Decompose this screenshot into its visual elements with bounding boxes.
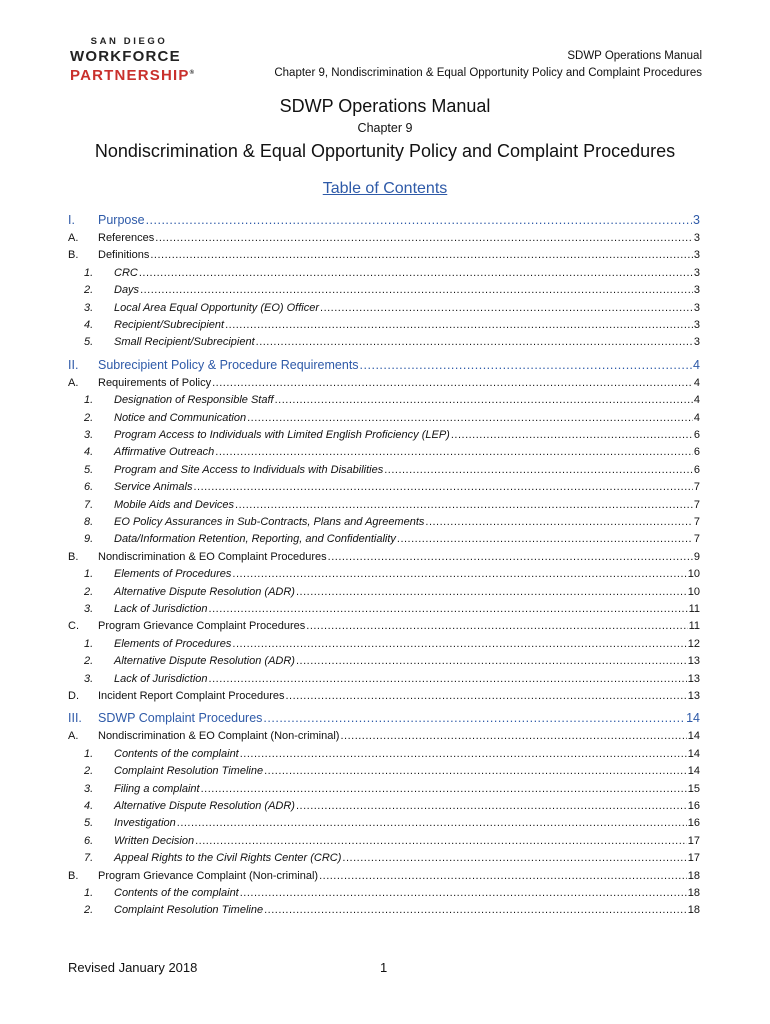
toc-entry-title: SDWP Complaint Procedures <box>98 711 263 726</box>
toc-entry-number: 2. <box>84 765 94 778</box>
toc-entry-number: B. <box>68 550 79 563</box>
toc-entry-page: 17 <box>687 852 700 865</box>
toc-entry-title: Subrecipient Policy & Procedure Requirements <box>98 357 359 372</box>
toc-entry-page: 14 <box>687 765 700 778</box>
dot-leader <box>140 282 693 298</box>
toc-entry-number: 1. <box>84 266 94 279</box>
toc-entry-page: 7 <box>693 498 700 511</box>
toc-entry-title: Complaint Resolution Timeline <box>114 765 264 778</box>
toc-subentry[interactable] <box>68 410 700 426</box>
toc-entry[interactable] <box>68 230 700 246</box>
toc-subentry[interactable] <box>68 427 700 443</box>
toc-entry-page: 3 <box>693 284 700 297</box>
toc-section-entry[interactable] <box>68 356 700 374</box>
toc-subentry[interactable] <box>68 584 700 600</box>
toc-entry-number: 4. <box>84 800 94 812</box>
dot-leader <box>232 566 686 582</box>
logo-line-1: SAN DIEGO <box>90 36 168 47</box>
toc-entry-page: 18 <box>687 887 700 899</box>
toc-entry-number: 2. <box>84 585 94 598</box>
dot-leader <box>177 815 687 831</box>
dot-leader <box>397 531 693 547</box>
toc-entry-number: III. <box>68 711 82 726</box>
toc-entry-page: 4 <box>693 411 700 424</box>
registered-mark: ® <box>189 70 196 76</box>
toc-entry-page: 7 <box>693 533 700 546</box>
toc-entry-title: Small Recipient/Subrecipient <box>114 336 255 349</box>
toc-entry[interactable] <box>68 549 700 565</box>
toc-entry-page: 4 <box>693 376 700 389</box>
toc-entry-title: Complaint Resolution Timeline <box>114 904 264 917</box>
toc-entry-number: 2. <box>84 411 94 424</box>
toc-entry-title: Days <box>114 284 140 297</box>
header-manual-title: SDWP Operations Manual <box>567 50 702 62</box>
dot-leader <box>264 763 687 779</box>
toc-subentry[interactable] <box>68 392 700 408</box>
toc-entry-title: Investigation <box>114 817 176 830</box>
toc-entry-title: Contents of the complaint <box>114 887 239 899</box>
toc-entry-title: Elements of Procedures <box>114 568 232 581</box>
toc-entry-number: 3. <box>84 301 94 314</box>
dot-leader <box>342 850 686 866</box>
toc-entry-number: 3. <box>84 782 94 795</box>
toc-subentry[interactable] <box>68 317 700 333</box>
toc-subentry[interactable] <box>68 444 700 460</box>
toc-entry-page: 3 <box>693 266 700 279</box>
dot-leader <box>360 356 693 374</box>
toc-subentry[interactable] <box>68 514 700 530</box>
toc-subentry[interactable] <box>68 462 700 478</box>
toc-entry[interactable] <box>68 868 700 884</box>
toc-entry-number: 1. <box>84 637 94 650</box>
toc-entry-title: Alternative Dispute Resolution (ADR) <box>114 655 295 668</box>
toc-entry-page: 14 <box>687 747 700 760</box>
toc-entry-title: Nondiscrimination & EO Complaint (Non-criminal) <box>98 730 340 743</box>
dot-leader <box>139 265 693 281</box>
toc-entry-page: 3 <box>693 232 700 244</box>
dot-leader <box>320 300 693 316</box>
dot-leader <box>193 479 692 495</box>
toc-entry-title: Requirements of Policy <box>98 376 212 389</box>
toc-entry-page: 6 <box>693 429 700 441</box>
dot-leader <box>264 902 687 918</box>
toc-entry-number: 4. <box>84 446 94 459</box>
toc-entry-title: Alternative Dispute Resolution (ADR) <box>114 585 295 598</box>
toc-entry-page: 13 <box>687 672 700 685</box>
dot-leader <box>247 410 693 426</box>
toc-entry-title: Program Grievance Complaint Procedures <box>98 620 306 633</box>
toc-entry[interactable] <box>68 688 700 704</box>
toc-subentry[interactable] <box>68 798 700 814</box>
dot-leader <box>232 636 686 652</box>
toc-entry-page: 7 <box>693 516 700 528</box>
toc-section-entry[interactable] <box>68 709 700 727</box>
toc-entry-number: 1. <box>84 887 94 899</box>
dot-leader <box>235 497 693 513</box>
toc-entry-page: 15 <box>687 782 700 795</box>
logo-line-2: WORKFORCE <box>70 48 181 65</box>
toc-entry-number: B. <box>68 249 79 262</box>
toc-entry-number: D. <box>68 690 79 702</box>
toc-entry-title: Program Grievance Complaint (Non-criminal) <box>98 869 319 882</box>
dot-leader <box>146 211 692 229</box>
dot-leader <box>328 549 693 565</box>
toc-entry[interactable] <box>68 247 700 263</box>
toc-entry-page: 9 <box>693 550 700 563</box>
dot-leader <box>240 746 687 762</box>
toc-subentry[interactable] <box>68 763 700 779</box>
dot-leader <box>155 230 693 246</box>
toc-subentry[interactable] <box>68 497 700 513</box>
toc-entry-number: 6. <box>84 834 94 847</box>
toc-entry[interactable] <box>68 728 700 744</box>
dot-leader <box>340 728 686 744</box>
toc-entry-number: 2. <box>84 284 94 297</box>
dot-leader <box>212 375 693 391</box>
dot-leader <box>384 462 693 478</box>
toc-entry-page: 3 <box>693 301 700 314</box>
dot-leader <box>195 833 687 849</box>
toc-entry-page: 6 <box>693 446 700 459</box>
dot-leader <box>275 392 693 408</box>
dot-leader <box>451 427 693 443</box>
toc-subentry[interactable] <box>68 781 700 797</box>
toc-entry-number: 5. <box>84 817 94 830</box>
logo-line-3-text: PARTNERSHIP <box>70 67 190 84</box>
toc-entry-title: Mobile Aids and Devices <box>114 498 235 511</box>
toc-entry-title: Lack of Jurisdiction <box>114 672 208 685</box>
running-header <box>274 48 702 82</box>
toc-entry-number: A. <box>68 730 79 743</box>
toc-entry-title: EO Policy Assurances in Sub-Contracts, Plans and Agreements <box>114 516 425 528</box>
toc-entry-number: 1. <box>84 568 94 581</box>
toc-entry-title: Data/Information Retention, Reporting, and Confidentiality <box>114 533 396 546</box>
toc-entry-page: 13 <box>687 655 700 668</box>
toc-entry-number: I. <box>68 213 75 227</box>
toc-entry-number: 7. <box>84 498 94 511</box>
toc-entry-title: Affirmative Outreach <box>114 446 215 459</box>
page-number: 1 <box>380 960 388 975</box>
toc-entry-number: 5. <box>84 463 94 476</box>
toc-entry-title: Written Decision <box>114 834 195 847</box>
toc-entry-page: 3 <box>693 213 700 227</box>
toc-subentry[interactable] <box>68 850 700 866</box>
toc-entry-page: 10 <box>687 568 700 581</box>
toc-entry-title: Contents of the complaint <box>114 747 239 760</box>
toc-entry-page: 4 <box>693 394 700 407</box>
toc-entry-title: Notice and Communication <box>114 411 247 424</box>
toc-subentry[interactable] <box>68 636 700 652</box>
revision-date: Revised January 2018 <box>68 960 198 975</box>
toc-entry-title: Designation of Responsible Staff <box>114 394 274 407</box>
toc-subentry[interactable] <box>68 479 700 495</box>
toc-entry-page: 16 <box>687 817 700 830</box>
toc-entry-number: 3. <box>84 672 94 685</box>
toc-entry-number: 4. <box>84 319 94 331</box>
dot-leader <box>150 247 693 263</box>
toc-entry-page: 6 <box>693 463 700 476</box>
toc-entry-title: Alternative Dispute Resolution (ADR) <box>114 800 295 812</box>
toc-subentry[interactable] <box>68 566 700 582</box>
toc-entry-title: Nondiscrimination & EO Complaint Procedures <box>98 550 327 563</box>
logo-line-3 <box>70 65 220 84</box>
dot-leader <box>256 334 693 350</box>
document-title: SDWP Operations Manual <box>279 96 491 116</box>
dot-leader <box>263 709 685 727</box>
toc-entry-title: Lack of Jurisdiction <box>114 603 208 615</box>
toc-entry-page: 13 <box>687 690 700 702</box>
toc-entry-title: Definitions <box>98 249 150 262</box>
toc-entry[interactable] <box>68 375 700 391</box>
header-chapter-title: Chapter 9, Nondiscrimination & Equal Opportunity Policy and Complaint Procedures <box>274 67 702 79</box>
toc-subentry[interactable] <box>68 746 700 762</box>
chapter-label: Chapter 9 <box>357 121 413 135</box>
dot-leader <box>209 601 688 617</box>
dot-leader <box>201 781 687 797</box>
toc-entry-title: Local Area Equal Opportunity (EO) Officer <box>114 301 320 314</box>
toc-subentry[interactable] <box>68 885 700 901</box>
organization-logo <box>70 36 220 84</box>
toc-subentry[interactable] <box>68 671 700 687</box>
toc-entry-title: Appeal Rights to the Civil Rights Center (CRC) <box>114 852 342 865</box>
toc-entry-title: Incident Report Complaint Procedures <box>98 690 285 702</box>
toc-entry-page: 3 <box>693 336 700 349</box>
toc-entry-number: 9. <box>84 533 94 546</box>
toc-entry-page: 16 <box>687 800 700 812</box>
toc-entry-number: A. <box>68 232 79 244</box>
toc-entry-page: 11 <box>688 620 700 633</box>
toc-subentry[interactable] <box>68 300 700 316</box>
toc-entry-title: Recipient/Subrecipient <box>114 319 225 331</box>
toc-entry-title: Purpose <box>98 213 145 227</box>
toc-subentry[interactable] <box>68 531 700 547</box>
chapter-title: Nondiscrimination & Equal Opportunity Policy and Complaint Procedures <box>94 141 676 161</box>
toc-subentry[interactable] <box>68 833 700 849</box>
toc-entry-page: 12 <box>687 637 700 650</box>
toc-entry-number: 5. <box>84 336 94 349</box>
toc-entry-number: 1. <box>84 747 94 760</box>
dot-leader <box>225 317 693 333</box>
dot-leader <box>425 514 692 530</box>
dot-leader <box>296 798 687 814</box>
dot-leader <box>209 671 687 687</box>
toc-entry-page: 18 <box>687 904 700 917</box>
toc-entry-page: 14 <box>686 711 700 726</box>
toc-entry-number: 2. <box>84 655 94 668</box>
toc-entry-title: Elements of Procedures <box>114 637 232 650</box>
toc-entry-number: II. <box>68 357 79 372</box>
toc-entry-number: 7. <box>84 852 94 865</box>
toc-entry-number: 8. <box>84 516 94 528</box>
dot-leader <box>319 868 687 884</box>
toc-entry-number: 3. <box>84 603 94 615</box>
toc-entry-number: A. <box>68 376 79 389</box>
dot-leader <box>306 618 687 634</box>
toc-entry-number: 2. <box>84 904 94 917</box>
toc-entry-page: 7 <box>693 481 700 494</box>
toc-entry-title: Program Access to Individuals with Limited English Proficiency (LEP) <box>114 429 450 441</box>
toc-entry[interactable] <box>68 618 700 634</box>
toc-entry-page: 3 <box>693 249 700 262</box>
toc-entry-page: 3 <box>693 319 700 331</box>
toc-section-entry[interactable] <box>68 211 700 229</box>
toc-entry-page: 4 <box>693 357 700 372</box>
toc-subentry[interactable] <box>68 902 700 918</box>
dot-leader <box>285 688 686 704</box>
toc-entry-number: 1. <box>84 394 94 407</box>
toc-subentry[interactable] <box>68 265 700 281</box>
toc-subentry[interactable] <box>68 815 700 831</box>
toc-subentry[interactable] <box>68 653 700 669</box>
toc-entry-title: CRC <box>114 266 138 279</box>
toc-entry-number: 6. <box>84 481 94 494</box>
toc-entry-number: C. <box>68 620 79 633</box>
toc-entry-title: Filing a complaint <box>114 782 200 795</box>
toc-entry-title: Program and Site Access to Individuals with Disabilities <box>114 463 384 476</box>
toc-entry-page: 14 <box>687 730 700 743</box>
toc-entry-page: 10 <box>687 585 700 598</box>
toc-entry-page: 11 <box>688 603 700 615</box>
toc-entry-page: 17 <box>687 834 700 847</box>
toc-entry-title: References <box>98 232 155 244</box>
toc-subentry[interactable] <box>68 282 700 298</box>
dot-leader <box>296 584 687 600</box>
dot-leader <box>296 653 687 669</box>
toc-entry-number: B. <box>68 869 79 882</box>
toc-entry-title: Service Animals <box>114 481 193 494</box>
toc-entry-page: 18 <box>687 869 700 882</box>
toc-heading[interactable]: Table of Contents <box>322 180 448 197</box>
toc-entry-number: 3. <box>84 429 94 441</box>
toc-subentry[interactable] <box>68 601 700 617</box>
dot-leader <box>215 444 693 460</box>
toc-subentry[interactable] <box>68 334 700 350</box>
dot-leader <box>240 885 687 901</box>
